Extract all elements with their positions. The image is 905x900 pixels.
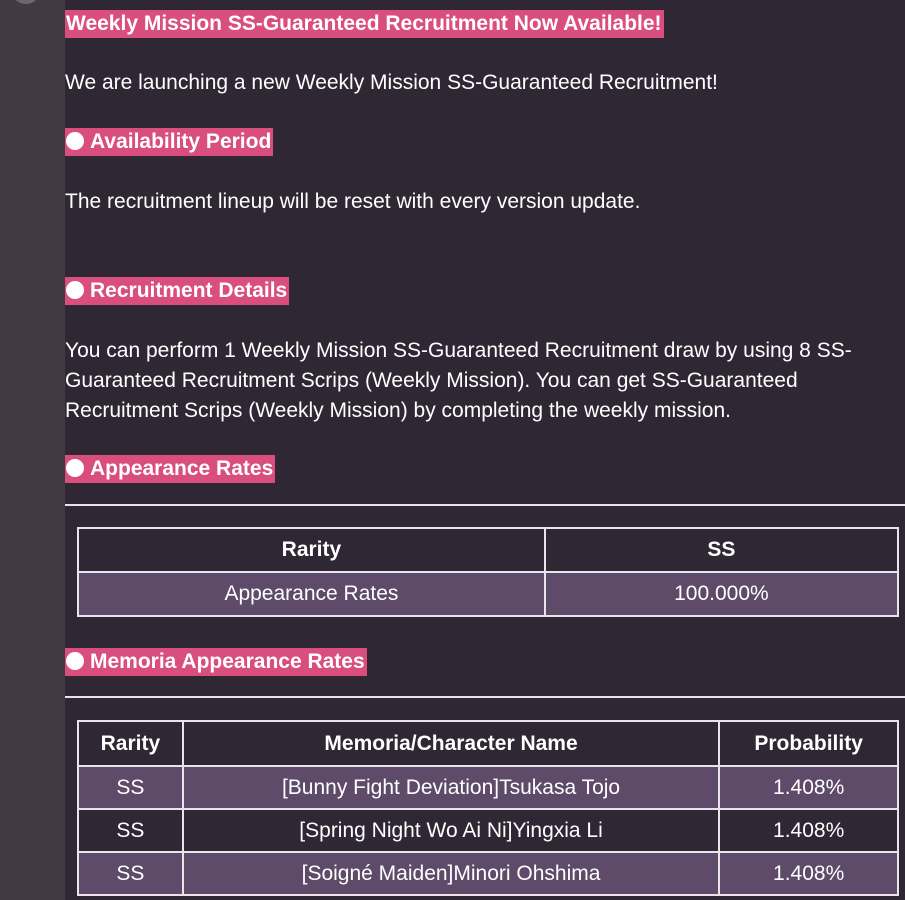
table-cell: SS xyxy=(78,809,183,852)
title-highlight: Weekly Mission SS-Guaranteed Recruitment Now Available! xyxy=(65,10,664,38)
availability-text: The recruitment lineup will be reset with every version update. xyxy=(65,190,641,213)
intro-text: We are launching a new Weekly Mission SS-Guaranteed Recruitment! xyxy=(65,71,718,94)
table-row xyxy=(78,852,898,895)
table-row xyxy=(78,809,898,852)
appearance-rates-heading-highlight xyxy=(65,455,275,483)
scroll-handle[interactable] xyxy=(14,0,38,4)
section-divider xyxy=(65,696,905,698)
column-header: SS xyxy=(545,528,898,572)
table-cell: 1.408% xyxy=(719,809,898,852)
bullet-circle-icon xyxy=(66,652,84,670)
table-row xyxy=(78,572,898,616)
appearance-rates-heading-label: Appearance Rates xyxy=(90,457,274,480)
table-cell: [Soigné Maiden]Minori Ohshima xyxy=(183,852,719,895)
table-header-row xyxy=(78,528,898,572)
details-heading-highlight xyxy=(65,277,289,305)
details-heading xyxy=(65,277,289,305)
column-header: Memoria/Character Name xyxy=(183,721,719,766)
announcement-title xyxy=(65,10,664,38)
column-header: Probability xyxy=(719,721,898,766)
availability-heading-highlight xyxy=(65,128,273,156)
table-row xyxy=(78,766,898,809)
column-header: Rarity xyxy=(78,528,545,572)
availability-heading xyxy=(65,128,273,156)
table-cell: SS xyxy=(78,852,183,895)
table-cell: SS xyxy=(78,766,183,809)
details-text: You can perform 1 Weekly Mission SS-Guaranteed Recruitment draw by using 8 SS-Guaranteed Recruitment Scrips (Weekly Mission). You can get SS-Guaranteed Recruitment Scrips (Weekly Mission) by completing the weekly mission. xyxy=(65,339,852,422)
table-cell: [Bunny Fight Deviation]Tsukasa Tojo xyxy=(183,766,719,809)
column-header: Rarity xyxy=(78,721,183,766)
table-cell: [Spring Night Wo Ai Ni]Yingxia Li xyxy=(183,809,719,852)
memoria-rates-heading xyxy=(65,648,367,676)
memoria-rates-heading-label: Memoria Appearance Rates xyxy=(90,650,365,673)
bullet-circle-icon xyxy=(66,132,84,150)
table-cell: Appearance Rates xyxy=(78,572,545,616)
table-cell: 1.408% xyxy=(719,766,898,809)
table-cell: 100.000% xyxy=(545,572,898,616)
table-header-row xyxy=(78,721,898,766)
bullet-circle-icon xyxy=(66,459,84,477)
left-sidebar xyxy=(0,0,65,900)
appearance-rates-table xyxy=(77,527,899,617)
details-heading-label: Recruitment Details xyxy=(90,279,288,302)
section-divider xyxy=(65,504,905,506)
table-cell: 1.408% xyxy=(719,852,898,895)
bullet-circle-icon xyxy=(66,281,84,299)
announcement-content xyxy=(65,0,905,900)
appearance-rates-heading xyxy=(65,455,275,483)
availability-heading-label: Availability Period xyxy=(90,130,272,153)
memoria-rates-table xyxy=(77,720,899,896)
memoria-rates-heading-highlight xyxy=(65,648,367,676)
